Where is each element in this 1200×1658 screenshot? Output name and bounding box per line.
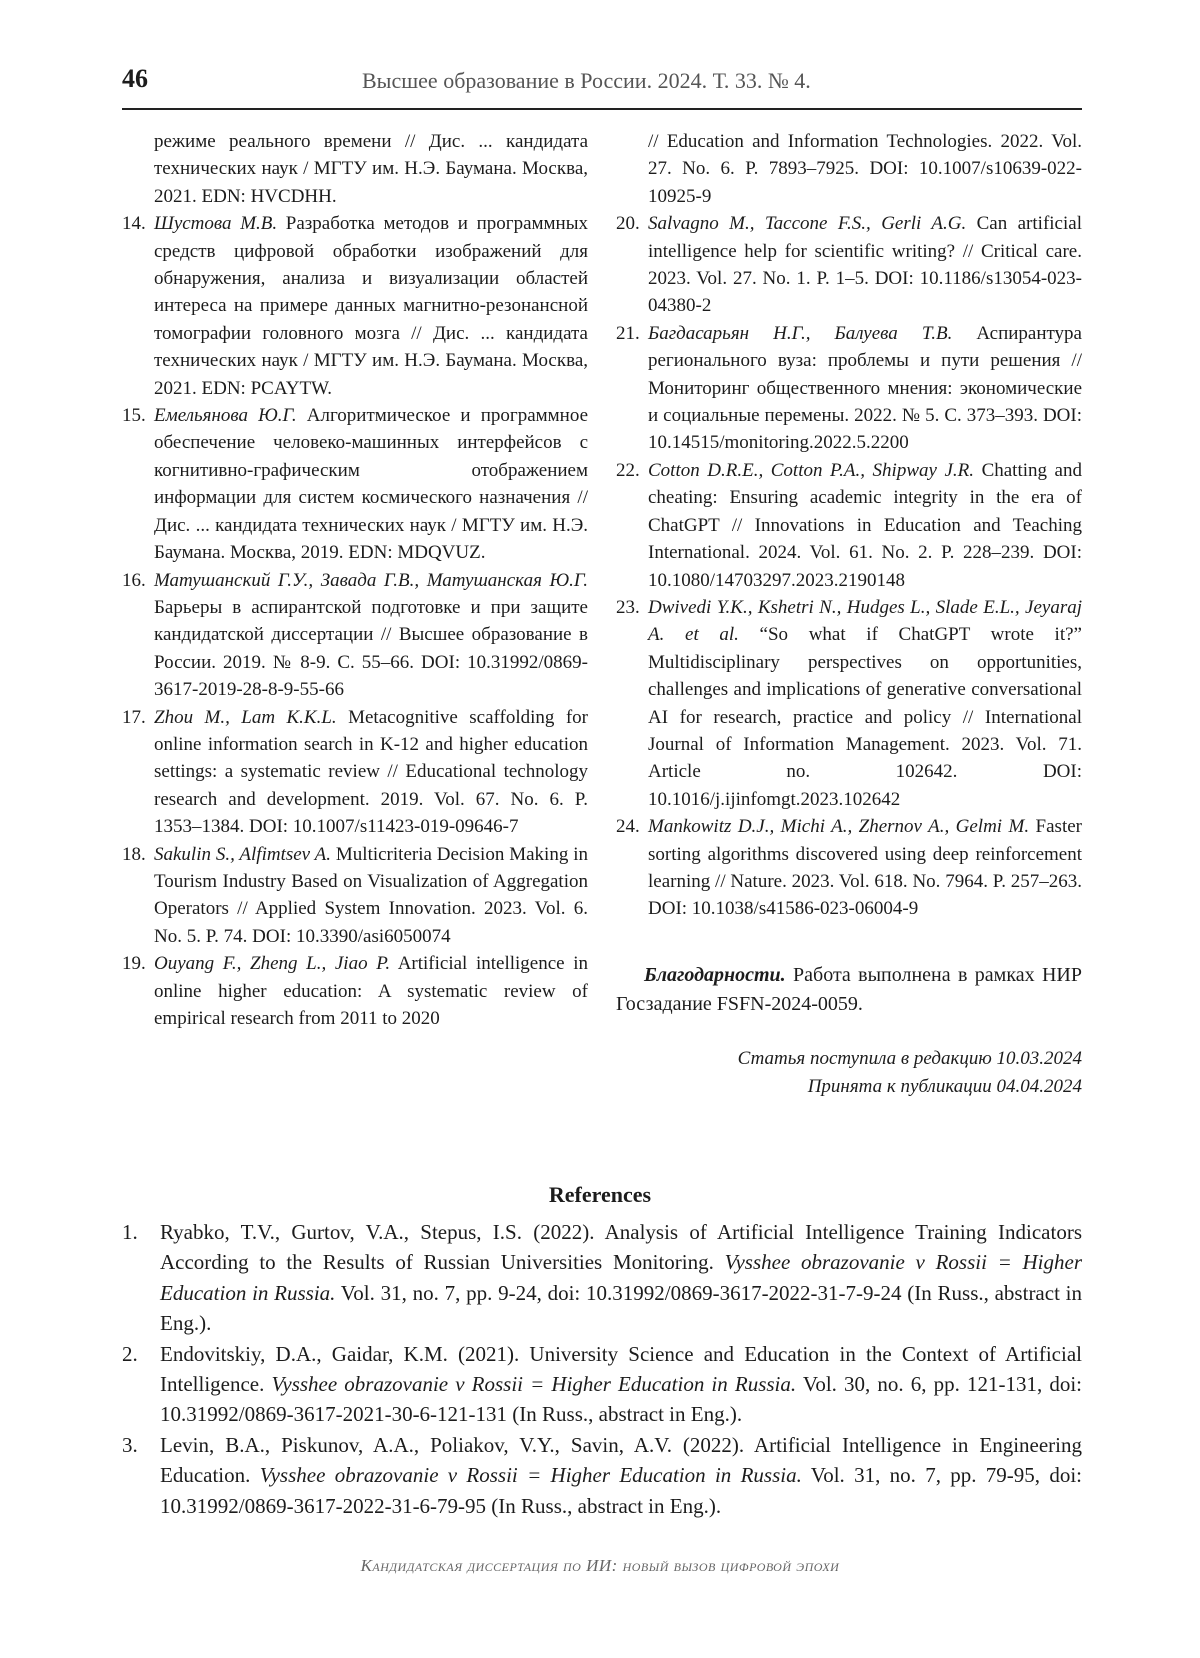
ref-23	[616, 594, 1082, 813]
ref-number: 2.	[122, 1341, 138, 1366]
left-column	[122, 128, 588, 1032]
ref-number: 3.	[122, 1432, 138, 1457]
right-column	[616, 128, 1082, 1101]
page-header	[122, 58, 1082, 110]
ref-24	[616, 813, 1082, 923]
references-title: References	[548, 1182, 652, 1207]
accepted-date: Принята к публикации 04.04.2024	[807, 1075, 1082, 1097]
ref-22	[616, 457, 1082, 594]
ref-text: Metacognitive scaffolding for online information search in K-12 and higher education settings: a systematic review // Educational technology research and development. 2019. Vol. 67. No. 6. P. 1353–1384. DOI: 10.1007/s11423-019-09646-7	[154, 706, 588, 838]
ref-text: Chatting and cheating: Ensuring academic integrity in the era of ChatGPT // Innovations in Education and Teaching International. 2024. Vol. 61. No. 2. P. 228–239. DOI: 10.1080/14703297.2023.2190148	[648, 459, 1082, 591]
reference-3	[122, 1430, 1082, 1521]
reference-1	[122, 1217, 1082, 1339]
ref-text: Ryabko, T.V., Gurtov, V.A., Stepus, I.S. (2022). Analysis of Artificial Intelligence Training Indicators According to the Results of Russian Universities Monitoring.	[160, 1220, 1082, 1275]
ref-number: 21.	[616, 322, 640, 344]
ref-text: Алгоритмическое и программное обеспечение человеко-машинных интерфейсов с когнитивно-графическим отображением информации для систем космического назначения // Дис. ... кандидата технических наук / МГТУ им. Н.Э. Баумана. Москва, 2019. EDN: MDQVUZ.	[154, 405, 589, 564]
ref-journal: Vysshee obrazovanie v Rossii = Higher Education in Russia.	[271, 1372, 797, 1397]
ref-number: 1.	[122, 1220, 138, 1244]
ref-number: 23.	[616, 596, 640, 618]
ref-text: Барьеры в аспирантской подготовке и при защите кандидатской диссертации // Высшее образование в России. 2019. № 8-9. С. 55–66. DOI: 10.31992/0869-3617-2019-28-8-9-55-66	[154, 596, 588, 701]
ref-number: 20.	[616, 213, 640, 235]
journal-title: Высшее образование в России. 2024. Т. 33. № 4.	[362, 68, 811, 93]
ref-text: Multicriteria Decision Making in Tourism Industry Based on Visualization of Aggregation Operators // Applied System Innovation. 2023. Vol. 6. No. 5. P. 74. DOI: 10.3390/asi6050074	[154, 843, 588, 947]
ref-text: Аспирантура регионального вуза: проблемы и пути решения // Мониторинг общественного мнения: экономические и социальные перемены. 2022. № 5. С. 373–393. DOI: 10.14515/monitoring.2022.5.2200	[648, 322, 1082, 454]
article-dates	[616, 1045, 1082, 1101]
ref-journal: Vysshee obrazovanie v Rossii = Higher Education in Russia.	[259, 1463, 802, 1488]
ref-number: 18.	[122, 843, 146, 865]
ref-authors: Salvagno M., Taccone F.S., Gerli A.G.	[648, 213, 967, 235]
ref-authors: Шустова М.В.	[154, 213, 278, 235]
ref-number: 19.	[122, 953, 146, 975]
ref-16	[122, 567, 588, 704]
ref-details: Vol. 31, no. 7, pp. 79-95, doi: 10.31992/0869-3617-2022-31-6-79-95 (In Russ., abstract in Eng.).	[160, 1463, 1083, 1518]
ref-details: Vol. 31, no. 7, pp. 9-24, doi: 10.31992/0869-3617-2022-31-7-9-24 (In Russ., abstract in Eng.).	[160, 1280, 1082, 1336]
ref-text: Faster sorting algorithms discovered using deep reinforcement learning // Nature. 2023. Vol. 618. No. 7964. P. 257–263. DOI: 10.1038/s41586-023-06004-9	[648, 816, 1082, 920]
ref-text: Разработка методов и программных средств цифровой обработки изображений для обнаружения, анализа и визуализации областей интереса на примере данных магнитно-резонансной томографии головного мозга // Дис. ... кандидата технических наук / МГТУ им. Н.Э. Баумана. Москва, 2021. EDN: PCAYTW.	[154, 213, 588, 399]
ref-17	[122, 704, 588, 841]
ref-number: 16.	[122, 569, 146, 591]
ref-continuation: // Education and Information Technologies. 2022. Vol. 27. No. 6. P. 7893–7925. DOI: 10.1007/s10639-022-10925-9	[648, 131, 1082, 207]
references-list	[122, 1217, 1082, 1521]
ref-authors: Dwivedi Y.K., Kshetri N., Hudges L., Slade E.L., Jeyaraj A. et al.	[648, 596, 1082, 646]
ref-continuation: режиме реального времени // Дис. ... кандидата технических наук / МГТУ им. Н.Э. Баумана. Москва, 2021. EDN: HVCDHH.	[154, 131, 588, 207]
ref-19	[122, 950, 588, 1032]
ref-number: 15.	[122, 405, 146, 427]
ref-text: “So what if ChatGPT wrote it?” Multidisciplinary perspectives on opportunities, challenges and implications of generative conversational AI for research, practice and policy // International Journal of Information Management. 2023. Vol. 71. Article no. 102642. DOI: 10.1016/j.ijinfomgt.2023.102642	[648, 624, 1082, 810]
ref-number: 14.	[122, 213, 146, 235]
ref-authors: Багдасарьян Н.Г., Балуева Т.В.	[648, 322, 953, 344]
ref-number: 22.	[616, 459, 640, 481]
ref-authors: Sakulin S., Alfimtsev A.	[154, 843, 332, 865]
ref-authors: Cotton D.R.E., Cotton P.A., Shipway J.R.	[648, 459, 975, 481]
ref-15	[122, 402, 588, 566]
ref-details: Vol. 30, no. 6, pp. 121-131, doi: 10.31992/0869-3617-2021-30-6-121-131 (In Russ., abstract in Eng.).	[160, 1372, 1082, 1427]
ref-text: Endovitskiy, D.A., Gaidar, K.M. (2021). University Science and Education in the Context of Artificial Intelligence.	[160, 1341, 1082, 1397]
received-date: Статья поступила в редакцию 10.03.2024	[737, 1047, 1082, 1069]
ref-authors: Mankowitz D.J., Michi A., Zhernov A., Gelmi M.	[648, 816, 1030, 838]
ref-21	[616, 320, 1082, 457]
ref-14	[122, 210, 588, 402]
running-footer: Кандидатская диссертация по ИИ: новый вызов цифровой эпохи	[360, 1556, 840, 1575]
ref-number: 17.	[122, 706, 146, 728]
ref-text: Artificial intelligence in online higher education: A systematic review of empirical research from 2011 to 2020	[154, 953, 588, 1029]
ref-20	[616, 210, 1082, 320]
reference-2	[122, 1339, 1082, 1430]
ref-text: Levin, B.A., Piskunov, A.A., Poliakov, V.Y., Savin, A.V. (2022). Artificial Intelligence in Engineering Education.	[160, 1432, 1082, 1488]
ref-authors: Емельянова Ю.Г.	[154, 405, 297, 427]
ref-text: Can artificial intelligence help for scientific writing? // Critical care. 2023. Vol. 27. No. 1. P. 1–5. DOI: 10.1186/s13054-023-04380-2	[648, 213, 1082, 317]
ref-number: 24.	[616, 816, 640, 838]
ref-authors: Zhou M., Lam K.K.L.	[154, 706, 337, 728]
ref-18	[122, 841, 588, 951]
acknowledgements	[616, 961, 1082, 1019]
ack-text: Работа выполнена в рамках НИР Госзадание FSFN-2024-0059.	[616, 963, 1082, 1015]
ref-authors: Ouyang F., Zheng L., Jiao P.	[154, 953, 391, 975]
page-number: 46	[122, 64, 148, 93]
ref-journal: Vysshee obrazovanie v Rossii = Higher Education in Russia.	[160, 1250, 1082, 1305]
ack-label: Благодарности.	[644, 963, 786, 986]
ref-authors: Матушанский Г.У., Завада Г.В., Матушанская Ю.Г.	[154, 569, 588, 591]
